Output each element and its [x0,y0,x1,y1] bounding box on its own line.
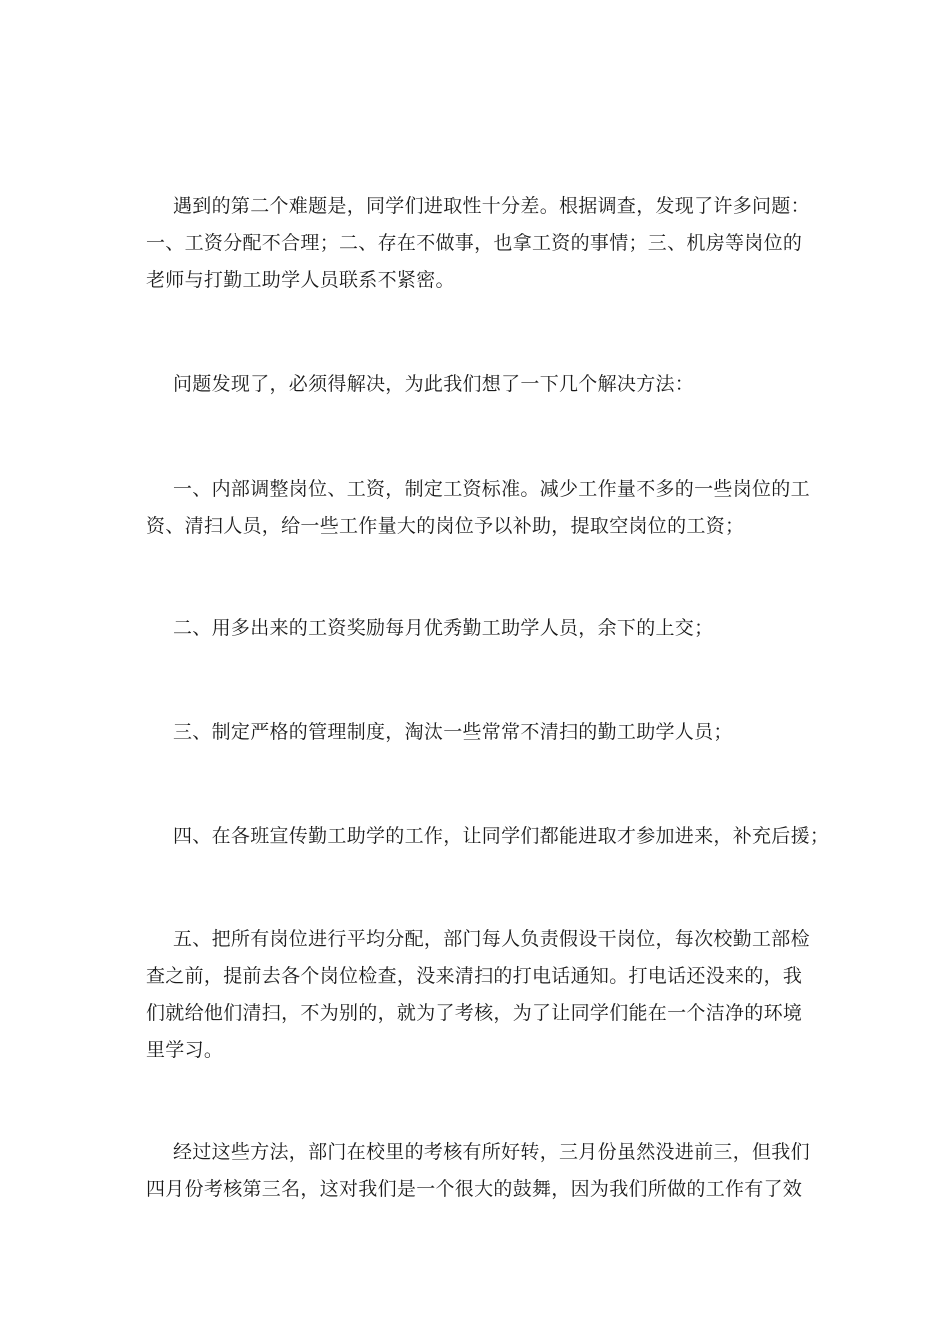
paragraph-solution-one [146,471,826,545]
paragraph-second-difficulty [146,188,826,299]
text-line: 四月份考核第三名，这对我们是一个很大的鼓舞，因为我们所做的工作有了效 [146,1178,803,1200]
text-line: 经过这些方法，部门在校里的考核有所好转，三月份虽然没进前三，但我们 [173,1141,810,1163]
text-line: 查之前，提前去各个岗位检查，没来清扫的打电话通知。打电话还没来的，我 [146,965,803,987]
text-line: 们就给他们清扫，不为别的，就为了考核，为了让同学们能在一个洁净的环境 [146,1002,803,1024]
text-line: 遇到的第二个难题是，同学们进取性十分差。根据调查，发现了许多问题： [173,195,810,217]
text-line: 里学习。 [146,1039,224,1061]
text-line: 老师与打勤工助学人员联系不紧密。 [146,269,455,291]
paragraph-solution-two [146,610,826,647]
text-line: 四、在各班宣传勤工助学的工作，让同学们都能进取才参加进来，补充后援； [173,825,830,847]
text-line: 问题发现了，必须得解决，为此我们想了一下几个解决方法： [173,373,695,395]
paragraph-results [146,1134,826,1208]
paragraph-solutions-intro [146,366,826,403]
text-line: 一、工资分配不合理；二、存在不做事，也拿工资的事情；三、机房等岗位的 [146,232,803,254]
paragraph-solution-three [146,714,826,751]
text-line: 五、把所有岗位进行平均分配，部门每人负责假设干岗位，每次校勤工部检 [173,928,810,950]
text-line: 三、制定严格的管理制度，淘汰一些常常不清扫的勤工助学人员； [173,721,733,743]
paragraph-solution-four [146,818,830,855]
text-line: 一、内部调整岗位、工资，制定工资标准。减少工作量不多的一些岗位的工 [173,478,810,500]
paragraph-solution-five [146,921,826,1069]
text-line: 二、用多出来的工资奖励每月优秀勤工助学人员，余下的上交； [173,617,714,639]
text-line: 资、清扫人员，给一些工作量大的岗位予以补助，提取空岗位的工资； [146,515,745,537]
